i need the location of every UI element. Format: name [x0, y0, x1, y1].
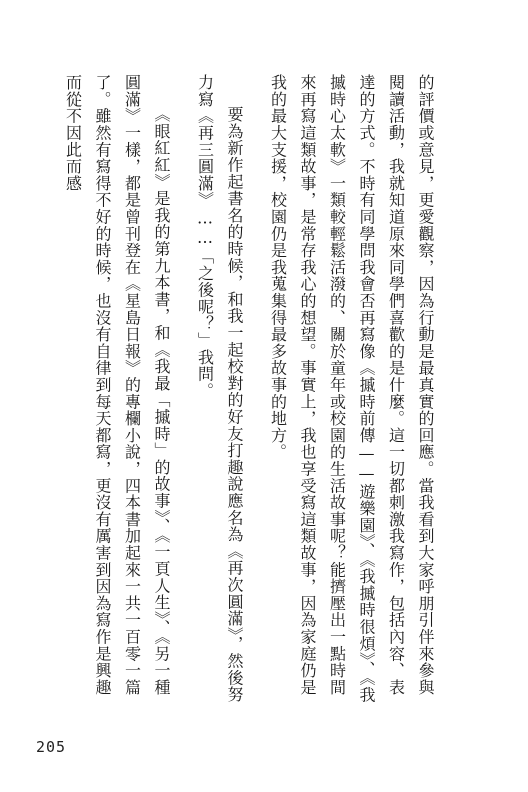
vertical-text-body — [58, 74, 440, 704]
paragraph-2: 要為新作起書名的時候，和我一起校對的好友打趣說應名為《再次圓滿》，然後努力寫《再三圓滿》……「之後呢？」我問。 — [195, 74, 244, 703]
paragraph-gap — [249, 74, 263, 704]
paragraph-1: 的評價或意見，更愛觀察，因為行動是最真實的回應。當我看到大家呼朋引伴來參與閱讀活動，我就知道原來同學們喜歡的是什麼。這一切都刺激我寫作，包括內容、表達的方式。不時有同學問我會否再寫像《摵時前傳——遊樂園》、《我摵時很煩》、《我摵時心太軟》一類較輕鬆活潑的、關於童年或校園的生活故事呢？能擠壓出一點時間來再寫這類故事，是常存我心的想望。事實上，我也享受寫這類故事，因為家庭仍是我的最大支援，校園仍是我蒐集得最多故事的地方。 — [268, 74, 435, 704]
page-number: 205 — [36, 738, 67, 756]
paragraph-gap — [176, 74, 190, 704]
paragraph-3: 《眼紅紅》是我的第九本書，和《我最「摵時」的故事》、《一頁人生》、《另一種圓滿》一樣，都是曾刊登在《星島日報》的專欄小說，四本書加起來一共一百零一篇了。雖然有寫得不好的時候，也沒有自律到每天都寫，更沒有厲害到因為寫作是興趣而從不因此而感 — [63, 74, 171, 696]
